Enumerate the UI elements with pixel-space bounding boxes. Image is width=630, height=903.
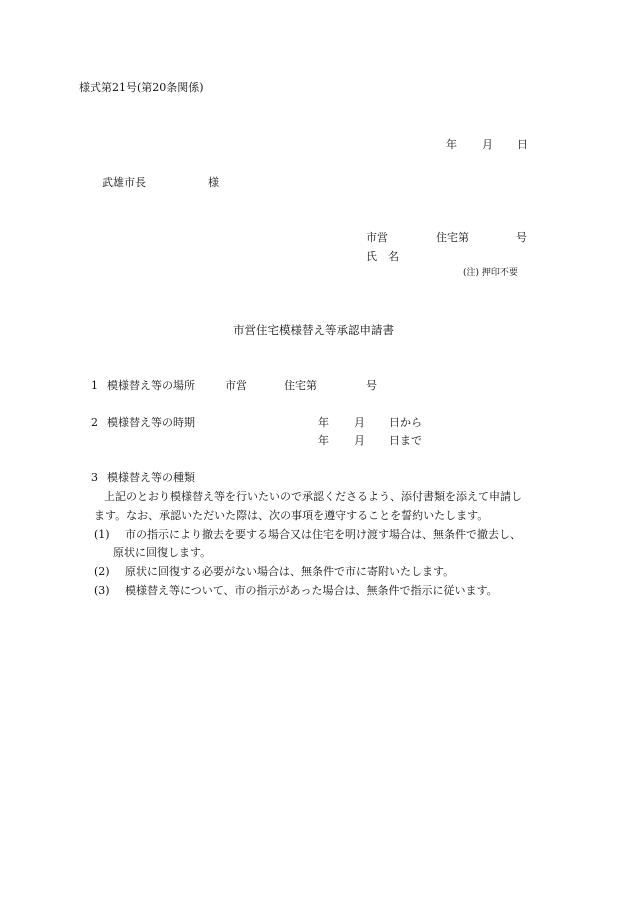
applicant-housing-middle: 住宅第 [436, 231, 469, 244]
date-year: 年 [446, 138, 457, 151]
period-from-month: 月 [354, 416, 365, 429]
condition-1-number: (1) [94, 528, 110, 541]
addressee-name: 武雄市長 [102, 176, 146, 189]
item-3-label: 模様替え等の種類 [107, 471, 195, 484]
document-title: 市営住宅模様替え等承認申請書 [233, 323, 394, 337]
item-2-number: 2 [91, 416, 98, 429]
applicant-housing-prefix: 市営 [366, 231, 388, 244]
item-1-number: 1 [91, 379, 98, 392]
body-line-1: 上記のとおり模様替え等を行いたいので承認くださるよう、添付書類を添えて申請し [104, 490, 522, 503]
condition-3-text: 模様替え等について、市の指示があった場合は、無条件で指示に従います。 [125, 584, 498, 597]
period-from-year: 年 [318, 416, 329, 429]
condition-2-number: (2) [94, 565, 110, 578]
item-1-label: 模様替え等の場所 [107, 379, 195, 392]
period-to-day: 日まで [389, 434, 422, 447]
period-from-day: 日から [389, 416, 422, 429]
period-to-month: 月 [354, 434, 365, 447]
condition-3-number: (3) [94, 584, 110, 597]
date-month: 月 [482, 138, 493, 151]
condition-1-continuation: 原状に回復します。 [113, 546, 212, 559]
item-1-suffix: 号 [366, 379, 377, 392]
seal-note: (注) 押印不要 [463, 268, 518, 278]
item-1-middle: 住宅第 [284, 379, 317, 392]
item-3-number: 3 [91, 471, 98, 484]
date-day: 日 [517, 138, 528, 151]
item-1-prefix: 市営 [225, 379, 247, 392]
applicant-name-label: 氏 名 [366, 250, 399, 263]
addressee-honorific: 様 [208, 176, 219, 189]
condition-1-text: 市の指示により撤去を要する場合又は住宅を明け渡す場合は、無条件で撤去し、 [125, 528, 521, 541]
item-2-label: 模様替え等の時期 [107, 416, 195, 429]
condition-2-text: 原状に回復する必要がない場合は、無条件で市に寄附いたします。 [125, 565, 455, 578]
applicant-housing-suffix: 号 [516, 231, 527, 244]
period-to-year: 年 [318, 434, 329, 447]
body-line-2: ます。なお、承認いただいた際は、次の事項を遵守することを誓約いたします。 [94, 509, 489, 522]
form-number: 様式第21号(第20条関係) [79, 81, 204, 94]
